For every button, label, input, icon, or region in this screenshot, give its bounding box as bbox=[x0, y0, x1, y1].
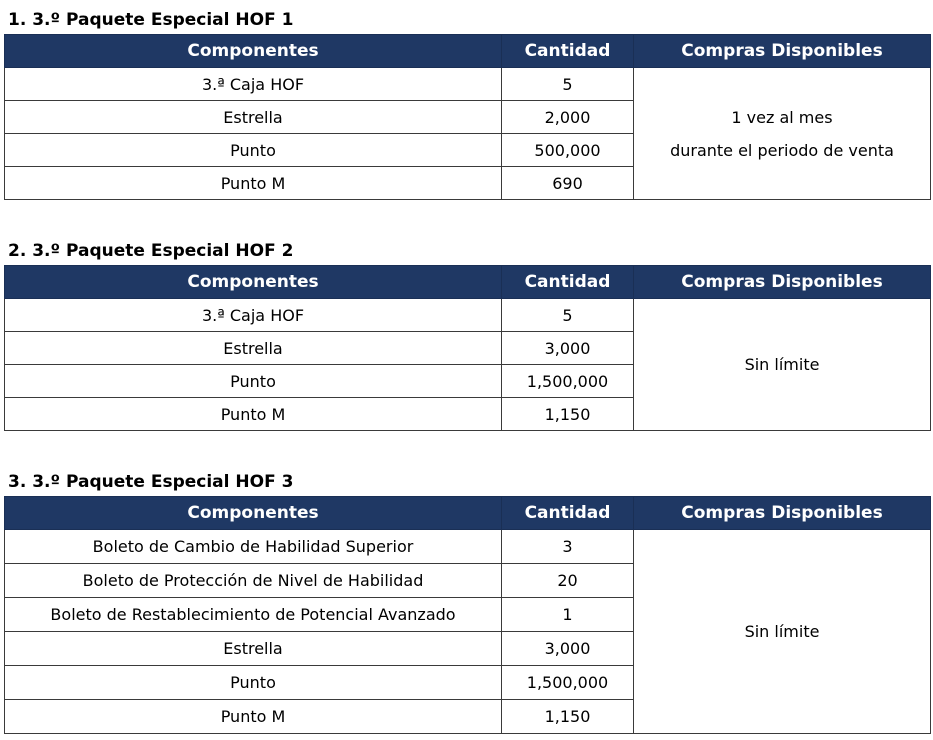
section-title: 2. 3.º Paquete Especial HOF 2 bbox=[8, 241, 294, 261]
component-cell: Punto bbox=[5, 666, 502, 700]
component-cell: Punto M bbox=[5, 167, 502, 200]
table-row bbox=[5, 299, 931, 332]
header-componentes: Componentes bbox=[5, 35, 502, 68]
component-cell: 3.ª Caja HOF bbox=[5, 68, 502, 101]
quantity-cell: 690 bbox=[502, 167, 634, 200]
quantity-cell: 2,000 bbox=[502, 101, 634, 134]
quantity-cell: 1 bbox=[502, 598, 634, 632]
package-table bbox=[4, 496, 931, 734]
section-package-2 bbox=[4, 237, 930, 431]
purchases-line: Sin límite bbox=[744, 355, 820, 374]
component-cell: Boleto de Protección de Nivel de Habilidad bbox=[5, 564, 502, 598]
section-package-1 bbox=[4, 6, 930, 200]
purchases-cell bbox=[634, 530, 931, 734]
table-header-row bbox=[5, 266, 931, 299]
component-cell: Estrella bbox=[5, 632, 502, 666]
component-cell: Punto M bbox=[5, 700, 502, 734]
component-cell: 3.ª Caja HOF bbox=[5, 299, 502, 332]
header-compras-disponibles: Compras Disponibles bbox=[634, 497, 931, 530]
table-header-row bbox=[5, 35, 931, 68]
package-table bbox=[4, 265, 931, 431]
purchases-cell bbox=[634, 299, 931, 431]
header-cantidad: Cantidad bbox=[502, 497, 634, 530]
header-componentes: Componentes bbox=[5, 266, 502, 299]
package-table bbox=[4, 34, 931, 200]
component-cell: Estrella bbox=[5, 101, 502, 134]
header-cantidad: Cantidad bbox=[502, 35, 634, 68]
quantity-cell: 5 bbox=[502, 299, 634, 332]
quantity-cell: 3 bbox=[502, 530, 634, 564]
component-cell: Boleto de Restablecimiento de Potencial Avanzado bbox=[5, 598, 502, 632]
table-header-row bbox=[5, 497, 931, 530]
purchases-line: durante el periodo de venta bbox=[670, 140, 894, 160]
quantity-cell: 3,000 bbox=[502, 632, 634, 666]
quantity-cell: 1,150 bbox=[502, 398, 634, 431]
header-compras-disponibles: Compras Disponibles bbox=[634, 266, 931, 299]
purchases-line: Sin límite bbox=[744, 622, 820, 641]
quantity-cell: 1,150 bbox=[502, 700, 634, 734]
quantity-cell: 20 bbox=[502, 564, 634, 598]
quantity-cell: 1,500,000 bbox=[502, 365, 634, 398]
quantity-cell: 500,000 bbox=[502, 134, 634, 167]
section-title: 1. 3.º Paquete Especial HOF 1 bbox=[8, 10, 294, 30]
component-cell: Punto M bbox=[5, 398, 502, 431]
section-package-3 bbox=[4, 468, 930, 734]
purchases-line: 1 vez al mes bbox=[731, 107, 833, 127]
header-cantidad: Cantidad bbox=[502, 266, 634, 299]
purchases-cell bbox=[634, 68, 931, 200]
quantity-cell: 5 bbox=[502, 68, 634, 101]
header-componentes: Componentes bbox=[5, 497, 502, 530]
component-cell: Punto bbox=[5, 134, 502, 167]
component-cell: Estrella bbox=[5, 332, 502, 365]
component-cell: Punto bbox=[5, 365, 502, 398]
quantity-cell: 1,500,000 bbox=[502, 666, 634, 700]
component-cell: Boleto de Cambio de Habilidad Superior bbox=[5, 530, 502, 564]
table-row bbox=[5, 530, 931, 564]
table-row bbox=[5, 68, 931, 101]
quantity-cell: 3,000 bbox=[502, 332, 634, 365]
header-compras-disponibles: Compras Disponibles bbox=[634, 35, 931, 68]
section-title: 3. 3.º Paquete Especial HOF 3 bbox=[8, 472, 294, 492]
